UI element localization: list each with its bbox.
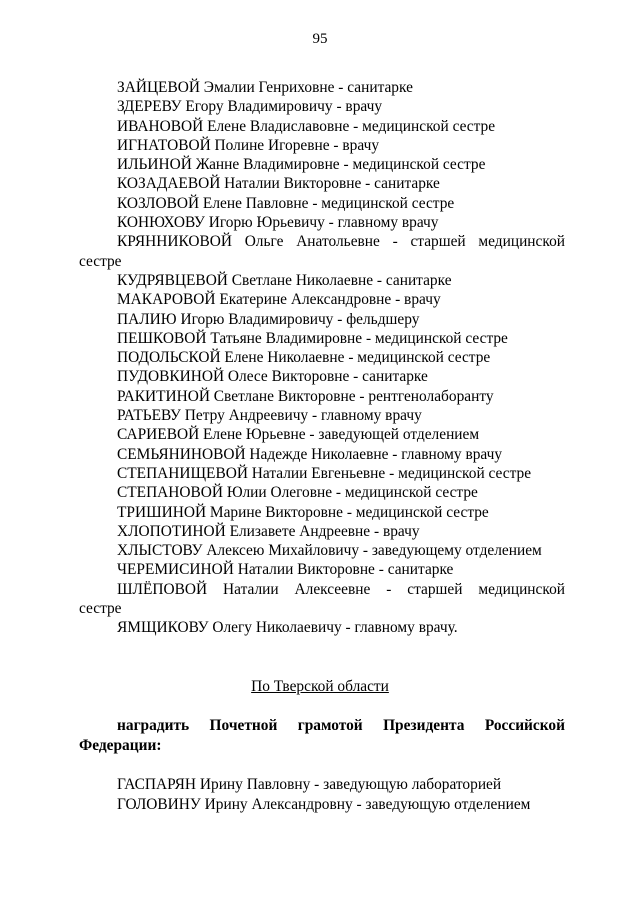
list-item: ГОЛОВИНУ Ирину Александровну - заведующую отделением — [117, 795, 531, 813]
list-item: ЗДЕРЕВУ Егору Владимировичу - врачу — [117, 98, 383, 116]
list-item: ТРИШИНОЙ Марине Викторовне - медицинской сестре — [117, 503, 489, 521]
list-item: СТЕПАНОВОЙ Юлии Олеговне - медицинской сестре — [117, 484, 478, 502]
list-item: КУДРЯВЦЕВОЙ Светлане Николаевне - санитарке — [117, 271, 452, 289]
list-item: РАТЬЕВУ Петру Андреевичу - главному врачу — [117, 407, 422, 425]
list-item: ПАЛИЮ Игорю Владимировичу - фельдшеру — [117, 310, 420, 328]
award-heading-line: Федерации: — [79, 736, 162, 754]
list-item: ПЕШКОВОЙ Татьяне Владимировне - медицинской сестре — [117, 329, 508, 347]
list-item: СЕМЬЯНИНОВОЙ Надежде Николаевне - главному врачу — [117, 445, 503, 463]
recipient-list — [79, 78, 565, 638]
list-item: ИВАНОВОЙ Елене Владиславовне - медицинской сестре — [117, 117, 496, 135]
list-item: ПОДОЛЬСКОЙ Елене Николаевне - медицинской сестре — [117, 349, 491, 367]
list-item: ИГНАТОВОЙ Полине Игоревне - врачу — [117, 136, 380, 154]
list-item: ШЛЁПОВОЙ Наталии Алексеевне - старшей медицинской — [117, 580, 565, 598]
award-heading — [79, 716, 565, 755]
award-heading-line: наградить Почетной грамотой Президента Российской — [117, 717, 565, 734]
list-item: РАКИТИНОЙ Светлане Викторовне - рентгенолаборанту — [117, 387, 494, 405]
list-item: КОНЮХОВУ Игорю Юрьевичу - главному врачу — [117, 214, 439, 232]
list-item: КОЗЛОВОЙ Елене Павловне - медицинской сестре — [117, 194, 455, 212]
list-item-continuation: сестре — [79, 600, 122, 618]
list-item-continuation: сестре — [79, 252, 122, 270]
list-item: КРЯННИКОВОЙ Ольге Анатольевне - старшей медицинской — [117, 233, 565, 251]
page-number: 95 — [312, 31, 328, 47]
list-item: ЯМЩИКОВУ Олегу Николаевичу - главному врачу. — [117, 619, 458, 637]
list-item: МАКАРОВОЙ Екатерине Александровне - врачу — [117, 291, 441, 309]
list-item: КОЗАДАЕВОЙ Наталии Викторовне - санитарке — [117, 175, 440, 193]
list-item: ПУДОВКИНОЙ Олесе Викторовне - санитарке — [117, 368, 428, 386]
list-item: ГАСПАРЯН Ирину Павловну - заведующую лабораторией — [117, 776, 502, 793]
section-title: По Тверской области — [251, 678, 389, 695]
list-item: САРИЕВОЙ Елене Юрьевне - заведующей отделением — [117, 426, 480, 444]
list-item: ИЛЬИНОЙ Жанне Владимировне - медицинской сестре — [117, 156, 486, 174]
list-item: СТЕПАНИЩЕВОЙ Наталии Евгеньевне - медицинской сестре — [117, 464, 532, 482]
list-item: ЗАЙЦЕВОЙ Эмалии Генриховне - санитарке — [117, 79, 413, 96]
list-item: ХЛОПОТИНОЙ Елизавете Андреевне - врачу — [117, 522, 420, 540]
list-item: ЧЕРЕМИСИНОЙ Наталии Викторовне - санитарке — [117, 561, 454, 579]
recipient-list-tver — [79, 775, 565, 814]
list-item: ХЛЫСТОВУ Алексею Михайловичу - заведующему отделением — [117, 542, 542, 560]
